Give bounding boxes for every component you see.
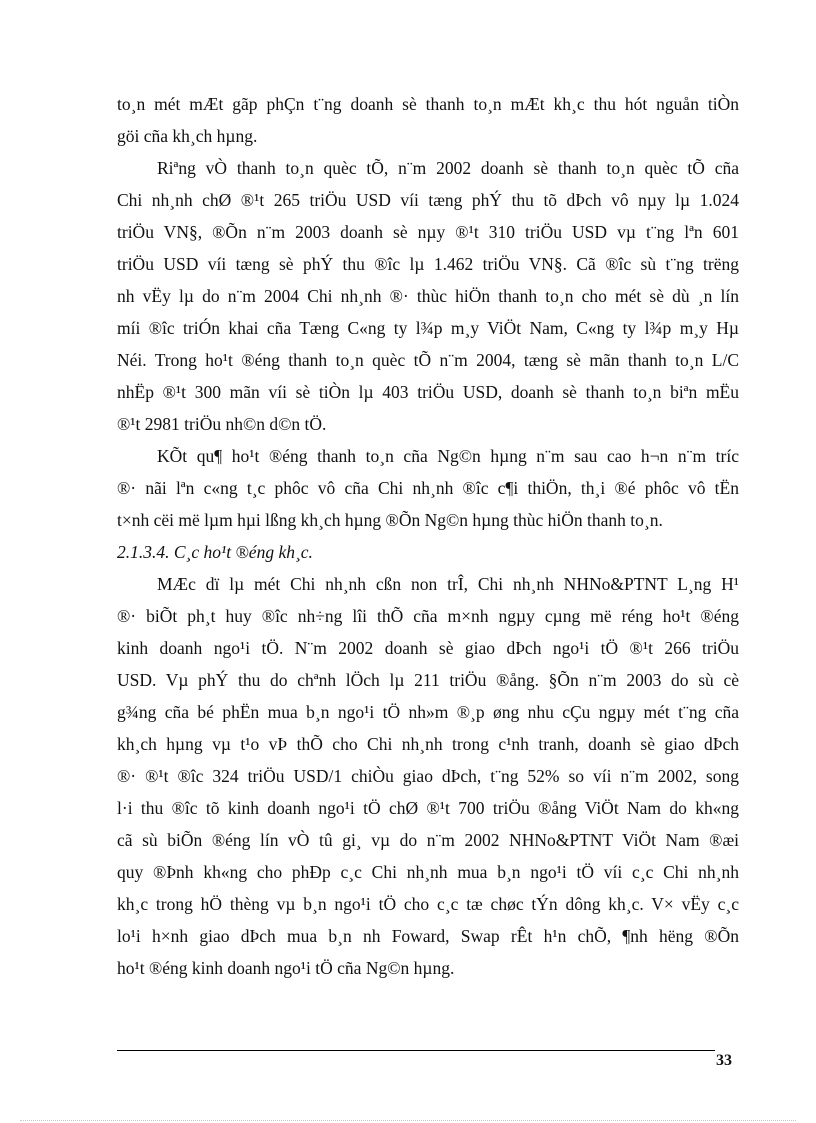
section-heading: 2.1.3.4. C¸c ho¹t ®éng kh¸c.: [117, 542, 313, 562]
page-number: 33: [716, 1052, 732, 1069]
text-line: lo¹i h×nh giao dÞch mua b¸n nh Foward, Swap rÊt h¹n chÕ, ¶nh hëng ®Õn: [117, 926, 739, 946]
text-line: ®· nãi lªn c«ng t¸c phôc vô cña Chi nh¸nh ®îc c¶i thiÖn, th¸i ®é phôc vô tËn: [117, 478, 739, 498]
text-line: MÆc dï lµ mét Chi nh¸nh cßn non trÎ, Chi nh¸nh NHNo&PTNT L¸ng H¹: [157, 574, 739, 594]
text-line: triÖu USD víi tæng sè phÝ thu ®îc lµ 1.462 triÖu VN§. Cã ®îc sù t¨ng trëng: [117, 254, 739, 274]
text-line: ®· ®¹t ®îc 324 triÖu USD/1 chiÒu giao dÞch, t¨ng 52% so víi n¨m 2002, song: [117, 766, 739, 786]
text-line: ®· biÕt ph¸t huy ®îc nh÷ng lîi thÕ cña m×nh ngµy cµng më réng ho¹t ®éng: [117, 606, 739, 626]
text-line: ®¹t 2981 triÖu nh©n d©n tÖ.: [117, 414, 327, 434]
text-line: g¾ng cña bé phËn mua b¸n ngo¹i tÖ nh»m ®¸p øng nhu cÇu ngµy mét t¨ng cña: [117, 702, 739, 722]
text-line: triÖu VN§, ®Õn n¨m 2003 doanh sè nµy ®¹t 310 triÖu USD vµ t¨ng lªn 601: [117, 222, 739, 242]
page-bottom-border: [20, 1120, 796, 1121]
text-line: ho¹t ®éng kinh doanh ngo¹i tÖ cña Ng©n hµng.: [117, 958, 455, 978]
text-line: t×nh cëi më lµm hµi lßng kh¸ch hµng ®Õn Ng©n hµng thùc hiÖn thanh to¸n.: [117, 510, 663, 530]
text-line: míi ®îc triÓn khai cña Tæng C«ng ty l¾p m¸y ViÖt Nam, C«ng ty l¾p m¸y Hµ: [117, 318, 739, 338]
text-line: nh vËy lµ do n¨m 2004 Chi nh¸nh ®· thùc hiÖn thanh to¸n cho mét sè dù ¸n lín: [117, 286, 739, 306]
text-line: kh¸c trong hÖ thèng vµ b¸n ngo¹i tÖ cho c¸c tæ chøc tÝn dông kh¸c. V× vËy c¸c: [117, 894, 739, 914]
text-line: KÕt qu¶ ho¹t ®éng thanh to¸n cña Ng©n hµng n¨m sau cao h¬n n¨m tríc: [157, 446, 739, 466]
text-line: cã sù biÕn ®éng lín vÒ tû gi¸ vµ do n¨m 2002 NHNo&PTNT ViÖt Nam ®æi: [117, 830, 739, 850]
footer-divider: [117, 1050, 715, 1051]
text-line: Néi. Trong ho¹t ®éng thanh to¸n quèc tÕ n¨m 2004, tæng sè mãn thanh to¸n L/C: [117, 350, 739, 370]
text-line: Riªng vÒ thanh to¸n quèc tÕ, n¨m 2002 doanh sè thanh to¸n quèc tÕ cña: [157, 158, 739, 178]
text-line: quy ®Þnh kh«ng cho phÐp c¸c Chi nh¸nh mua b¸n ngo¹i tÖ víi c¸c Chi nh¸nh: [117, 862, 739, 882]
text-line: nhËp ®¹t 300 mãn víi sè tiÒn lµ 403 triÖu USD, doanh sè thanh to¸n biªn mËu: [117, 382, 739, 402]
text-line: Chi nh¸nh chØ ®¹t 265 triÖu USD víi tæng phÝ thu tõ dÞch vô nµy lµ 1.024: [117, 190, 739, 210]
text-line: to¸n mét mÆt gãp phÇn t¨ng doanh sè thanh to¸n mÆt kh¸c thu hót nguån tiÒn: [117, 94, 739, 114]
text-line: kh¸ch hµng vµ t¹o vÞ thÕ cho Chi nh¸nh trong c¹nh tranh, doanh sè giao dÞch: [117, 734, 739, 754]
text-line: USD. Vµ phÝ thu do chªnh lÖch lµ 211 triÖu ®ång. §Õn n¨m 2003 do sù cè: [117, 670, 739, 690]
text-line: kinh doanh ngo¹i tÖ. N¨m 2002 doanh sè giao dÞch ngo¹i tÖ ®¹t 266 triÖu: [117, 638, 739, 658]
text-line: göi cña kh¸ch hµng.: [117, 126, 258, 146]
body-text: [117, 88, 739, 984]
text-line: l·i thu ®îc tõ kinh doanh ngo¹i tÖ chØ ®¹t 700 triÖu ®ång ViÖt Nam do kh«ng: [117, 798, 739, 818]
